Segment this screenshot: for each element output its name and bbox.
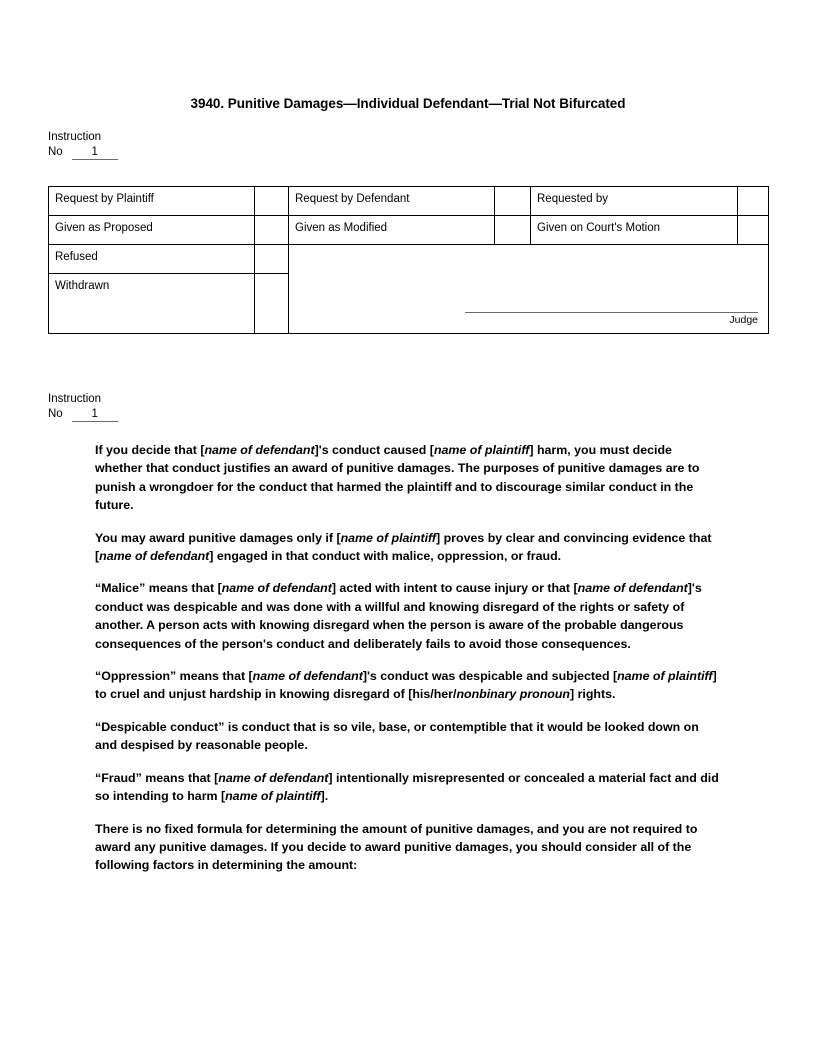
paragraph-text: “Fraud” means that [ <box>95 770 219 785</box>
instruction-number-bottom <box>48 392 118 422</box>
paragraph-text: ] intentionally misrepresented or concealed a material fact and did so intending to harm [ <box>95 770 719 804</box>
placeholder-text: nonbinary pronoun <box>456 687 571 702</box>
signature-block <box>465 311 758 327</box>
cell-request-by-plaintiff: Request by Plaintiff <box>49 187 255 216</box>
instruction-body <box>95 441 720 875</box>
paragraph-text: “Despicable conduct” is conduct that is so vile, base, or contemptible that it would be looked down on and despised by reasonable people. <box>95 719 699 753</box>
instruction-label-line2: No <box>48 407 63 420</box>
placeholder-text: name of plaintiff <box>340 530 437 545</box>
cell-given-as-modified: Given as Modified <box>289 216 495 245</box>
page-title: 3940. Punitive Damages—Individual Defendant—Trial Not Bifurcated <box>190 96 626 111</box>
paragraph-text: ]'s conduct was despicable and subjected [ <box>362 669 618 684</box>
para-malice <box>95 579 720 653</box>
paragraph-text: ] proves by clear and convincing evidence that [ <box>95 530 712 564</box>
checkbox-requested-by[interactable] <box>738 187 769 216</box>
para-despicable <box>95 718 720 755</box>
paragraph-text: “Oppression” means that [ <box>95 669 253 684</box>
instruction-number-field-bottom[interactable]: 1 <box>72 408 118 422</box>
placeholder-text: name of defendant <box>221 581 332 596</box>
placeholder-text: name of defendant <box>218 770 329 785</box>
checkbox-refused[interactable] <box>255 245 289 274</box>
instruction-label-line2: No <box>48 145 63 158</box>
paragraph-text: ]'s conduct caused [ <box>314 443 434 457</box>
placeholder-text: name of defendant <box>99 549 210 564</box>
instruction-label-line1: Instruction <box>48 131 102 143</box>
placeholder-text: name of plaintiff <box>617 669 713 684</box>
checkbox-given-as-proposed[interactable] <box>255 216 289 245</box>
cell-given-as-proposed: Given as Proposed <box>49 216 255 245</box>
paragraph-text: ] to cruel and unjust hardship in knowing disregard of [his/her/ <box>95 669 717 702</box>
checkbox-request-by-plaintiff[interactable] <box>255 187 289 216</box>
signature-caption: Judge <box>729 314 758 326</box>
paragraph-text: ] rights. <box>570 687 616 702</box>
paragraph-text: “Malice” means that [ <box>95 581 222 596</box>
placeholder-text: name of defendant <box>252 669 363 684</box>
cell-given-on-courts-motion: Given on Court's Motion <box>531 216 738 245</box>
judge-signature-cell <box>289 245 769 334</box>
table-row <box>49 187 769 216</box>
para-oppression <box>95 667 720 704</box>
placeholder-text: name of defendant <box>577 581 688 596</box>
table-row <box>49 216 769 245</box>
instruction-number-field-top[interactable]: 1 <box>72 146 118 160</box>
placeholder-text: name of defendant <box>204 443 315 457</box>
paragraph-text: ]. <box>320 789 329 804</box>
placeholder-text: name of plaintiff <box>433 443 530 457</box>
checkbox-given-on-courts-motion[interactable] <box>738 216 769 245</box>
para-intro <box>95 441 720 515</box>
paragraph-text: ]'s conduct was despicable and was done with a willful and knowing disregard of the rights or safety of another. A person acts with knowing disregard when the person is aware of the probable dangerous consequences of the person's conduct and deliberately fails to avoid those consequences. <box>95 581 702 651</box>
paragraph-text: ] engaged in that conduct with malice, oppression, or fraud. <box>209 549 562 564</box>
paragraph-text: ] acted with intent to cause injury or that [ <box>331 581 578 596</box>
instruction-number-row <box>48 407 118 422</box>
paragraph-text: ] harm, you must decide whether that conduct justifies an award of punitive damages. The purposes of punitive damages are to punish a wrongdoer for the conduct that harmed the plaintiff and to discourage similar conduct in the future. <box>95 443 700 513</box>
paragraph-text: There is no fixed formula for determining the amount of punitive damages, and you are not required to award any punitive damages. If you decide to award punitive damages, you should consider all of the following factors in determining the amount: <box>95 821 698 873</box>
checkbox-withdrawn[interactable] <box>255 274 289 334</box>
para-amount <box>95 820 720 875</box>
paragraph-text: If you decide that [ <box>95 443 205 457</box>
placeholder-text: name of plaintiff <box>225 789 321 804</box>
paragraph-text: You may award punitive damages only if [ <box>95 530 341 545</box>
cell-withdrawn: Withdrawn <box>49 274 255 334</box>
instruction-label-line1: Instruction <box>48 393 102 405</box>
instruction-disposition-table <box>48 186 769 334</box>
instruction-number-top <box>48 130 118 160</box>
table-row <box>49 245 769 274</box>
para-fraud <box>95 769 720 806</box>
cell-requested-by: Requested by <box>531 187 738 216</box>
checkbox-request-by-defendant[interactable] <box>495 187 531 216</box>
cell-request-by-defendant: Request by Defendant <box>289 187 495 216</box>
cell-refused: Refused <box>49 245 255 274</box>
para-standard <box>95 529 720 566</box>
instruction-number-row <box>48 145 118 160</box>
checkbox-given-as-modified[interactable] <box>495 216 531 245</box>
